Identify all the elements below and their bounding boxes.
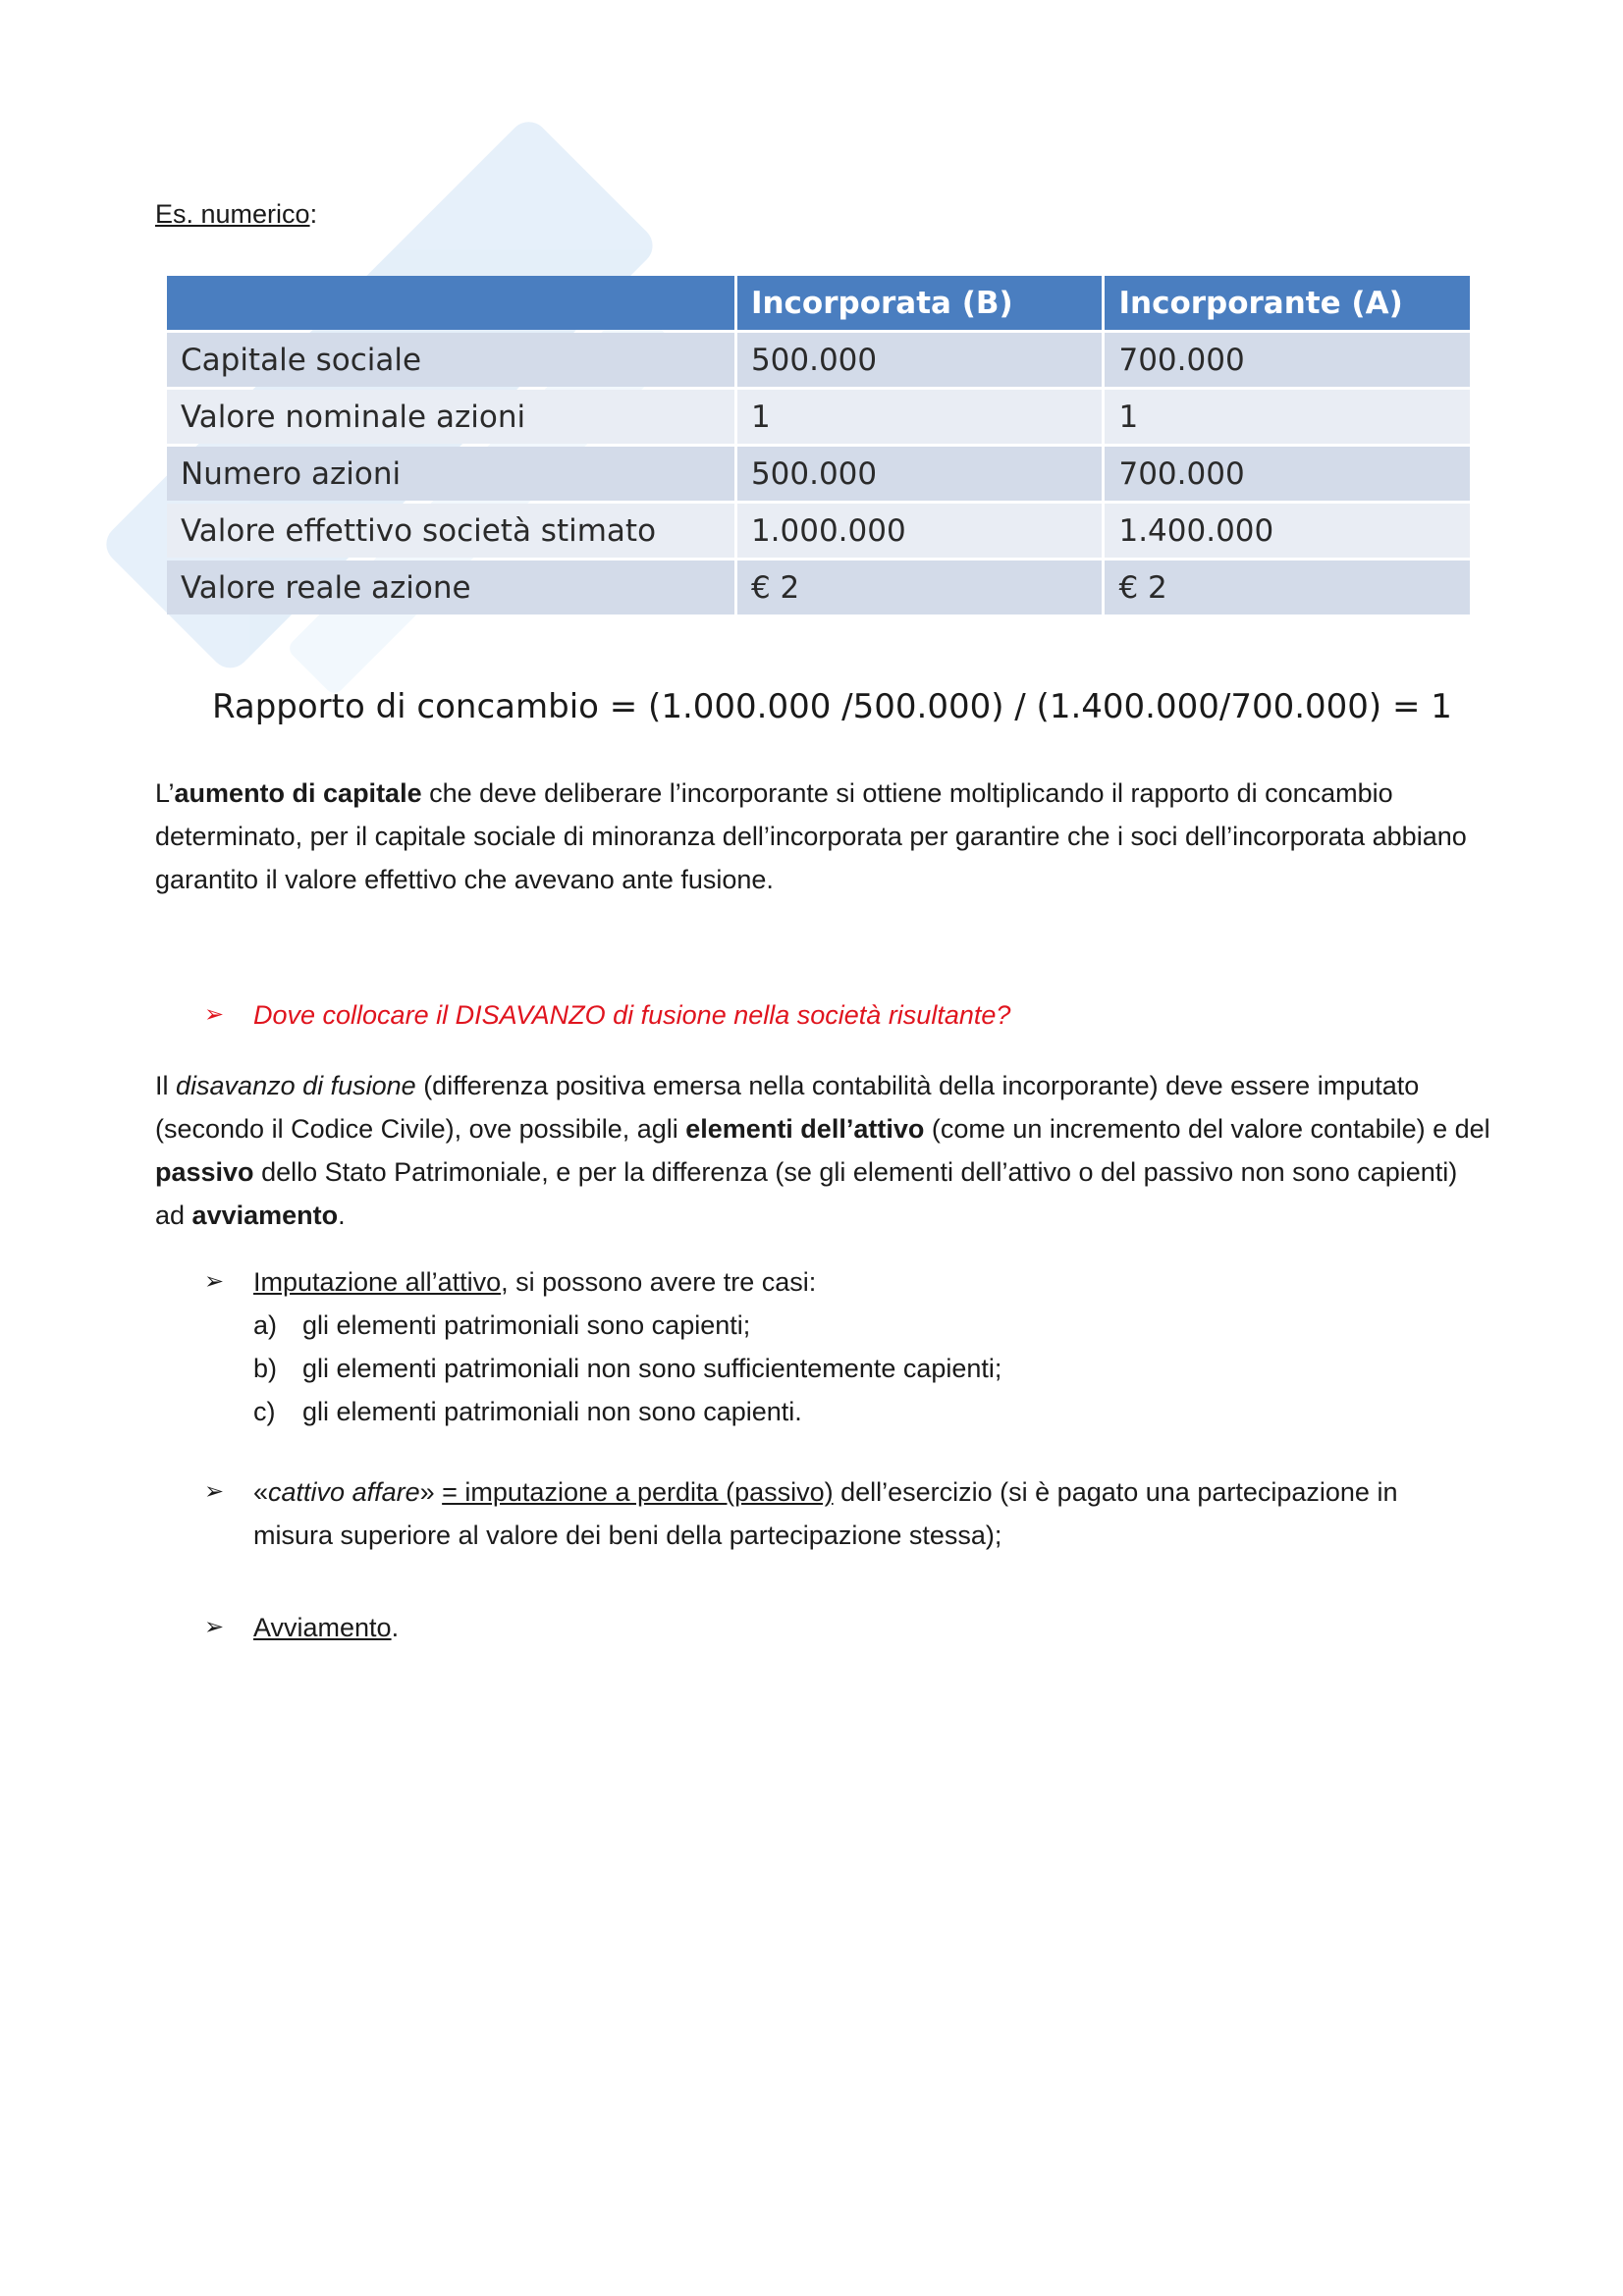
list-item-text: gli elementi patrimoniali non sono capienti. <box>302 1397 802 1426</box>
paragraph-disavanzo <box>155 1064 1490 1237</box>
section-heading <box>155 192 317 236</box>
table-cell: 1.400.000 <box>1105 504 1470 558</box>
table-cell: 500.000 <box>737 447 1103 501</box>
text-run: (differenza positiva emersa nella contabilità della incorporante) deve essere imputato (secondo il Codice Civile), ove possibile, agli <box>155 1071 1420 1144</box>
imputazione-rest: , si possono avere tre casi: <box>501 1267 817 1297</box>
table-header-cell: Incorporante (A) <box>1105 276 1470 330</box>
table-cell: € 2 <box>1105 561 1470 614</box>
list-item-label: a) <box>253 1310 278 1340</box>
table-header-cell: Incorporata (B) <box>737 276 1103 330</box>
arrow-bullet-icon: ➢ <box>204 1478 225 1505</box>
list-item-label: c) <box>253 1397 276 1426</box>
bold-term: aumento di capitale <box>174 778 422 808</box>
table-row <box>167 390 1470 444</box>
italic-term: disavanzo di fusione <box>176 1071 416 1100</box>
avviamento-text <box>253 1606 399 1649</box>
table-row <box>167 561 1470 614</box>
merger-table <box>164 273 1473 617</box>
table-cell: Capitale sociale <box>167 333 734 387</box>
question-text: Dove collocare il DISAVANZO di fusione nella società risultante? <box>253 1000 1011 1030</box>
table-row <box>167 333 1470 387</box>
arrow-bullet-icon: ➢ <box>204 1001 225 1028</box>
bold-term: passivo <box>155 1157 254 1187</box>
bold-term: elementi dell’attivo <box>685 1114 925 1144</box>
table-cell: 1 <box>737 390 1103 444</box>
list-item <box>253 1390 802 1433</box>
bold-term: avviamento <box>191 1201 339 1230</box>
table-cell: € 2 <box>737 561 1103 614</box>
table-cell: Valore nominale azioni <box>167 390 734 444</box>
heading-text: Es. numerico <box>155 199 310 229</box>
list-item-label: b) <box>253 1354 278 1383</box>
avviamento-title: Avviamento <box>253 1613 392 1642</box>
table-cell: 1.000.000 <box>737 504 1103 558</box>
arrow-bullet-icon: ➢ <box>204 1268 225 1295</box>
paragraph-capital-increase <box>155 772 1471 901</box>
text-run: dello Stato Patrimoniale, e per la differenza (se gli elementi dell’attivo o del passivo non sono capienti) ad <box>155 1157 1458 1230</box>
text-run: dell’esercizio (si è pagato una partecipazione in misura superiore al valore dei beni della partecipazione stessa); <box>253 1477 1398 1550</box>
text-run: L’ <box>155 778 175 808</box>
text-run: che deve deliberare l’incorporante si ottiene moltiplicando il rapporto di concambio determinato, per il capitale sociale di minoranza dell’incorporata per garantire che i soci dell’incorporata abbiano garantito il valore effettivo che avevano ante fusione. <box>155 778 1467 894</box>
table-cell: Valore reale azione <box>167 561 734 614</box>
table-cell: 700.000 <box>1105 333 1470 387</box>
quote-close: » <box>419 1477 443 1507</box>
table-cell: 1 <box>1105 390 1470 444</box>
imputazione-title: Imputazione all’attivo <box>253 1267 502 1297</box>
exchange-ratio-formula: Rapporto di concambio = (1.000.000 /500.000) / (1.400.000/700.000) = 1 <box>212 687 1452 726</box>
text-run: . <box>338 1201 346 1230</box>
table-header-cell <box>167 276 734 330</box>
arrow-bullet-icon: ➢ <box>204 1614 225 1640</box>
table-row <box>167 447 1470 501</box>
avviamento-suffix: . <box>391 1613 400 1642</box>
cattivo-affare-text <box>253 1470 1476 1557</box>
quote-open: « <box>253 1477 269 1507</box>
table-row <box>167 504 1470 558</box>
imputazione-heading <box>253 1260 816 1304</box>
list-item-text: gli elementi patrimoniali non sono sufficientemente capienti; <box>302 1354 1002 1383</box>
table-cell: 700.000 <box>1105 447 1470 501</box>
italic-term: cattivo affare <box>268 1477 420 1507</box>
table-cell: Valore effettivo società stimato <box>167 504 734 558</box>
text-run: (come un incremento del valore contabile) e del <box>924 1114 1490 1144</box>
table-cell: 500.000 <box>737 333 1103 387</box>
list-item <box>253 1304 750 1347</box>
heading-colon: : <box>309 199 318 229</box>
underlined-term: = imputazione a perdita (passivo) <box>442 1477 834 1507</box>
list-item <box>253 1347 1001 1390</box>
list-item-text: gli elementi patrimoniali sono capienti; <box>302 1310 751 1340</box>
text-run: Il <box>155 1071 177 1100</box>
table-header-row <box>167 276 1470 330</box>
table-cell: Numero azioni <box>167 447 734 501</box>
